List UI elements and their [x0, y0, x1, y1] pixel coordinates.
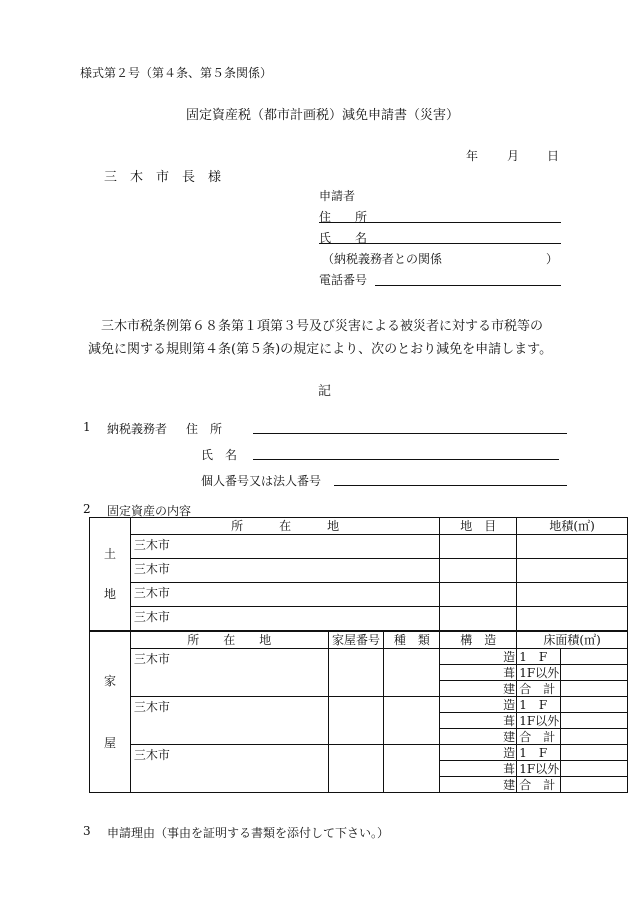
land-area-cell[interactable]	[517, 583, 628, 607]
section1-number: 1	[83, 420, 91, 434]
section1-address-label: 住 所	[186, 422, 223, 436]
section2-label: 固定資産の内容	[107, 504, 192, 518]
date-month: 月	[507, 149, 520, 163]
applicant-relation-label: （納税義務者との関係	[322, 252, 443, 266]
applicant-phone-line[interactable]	[375, 285, 561, 286]
floor-label: 1 F	[517, 745, 561, 761]
section3-number: 3	[83, 824, 91, 838]
structure-suffix[interactable]: 造	[440, 745, 517, 761]
floor-area-cell[interactable]	[561, 681, 628, 697]
floor-label: 1F以外	[517, 761, 561, 777]
applicant-address-label: 住 所	[319, 210, 368, 224]
floor-area-cell[interactable]	[561, 761, 628, 777]
house-header-location: 所 在 地	[130, 632, 328, 649]
body-text-line-1: 三木市税条例第６８条第１項第３号及び災害による被災者に対する市税等の	[101, 319, 544, 334]
land-side-top: 土	[103, 547, 116, 561]
section1-id-label: 個人番号又は法人番号	[201, 474, 322, 488]
floor-label: 1 F	[517, 649, 561, 665]
structure-suffix[interactable]: 建	[440, 729, 517, 745]
applicant-phone-label: 電話番号	[319, 273, 368, 287]
land-header-area: 地積(㎡)	[517, 518, 628, 535]
house-number-cell[interactable]	[328, 697, 384, 745]
structure-suffix[interactable]: 造	[440, 697, 517, 713]
house-side-bottom: 屋	[103, 736, 116, 750]
house-location-cell[interactable]: 三木市	[130, 649, 328, 697]
land-location-cell[interactable]: 三木市	[130, 535, 439, 559]
land-area-cell[interactable]	[517, 535, 628, 559]
table-row	[90, 697, 628, 713]
table-row	[90, 649, 628, 665]
applicant-name-label: 氏 名	[319, 231, 368, 245]
section3-label: 申請理由（事由を証明する書類を添付して下さい。）	[107, 826, 390, 840]
table-row	[90, 745, 628, 761]
date-day: 日	[547, 149, 560, 163]
addressee: 三 木 市 長 様	[104, 170, 222, 185]
form-number: 様式第２号（第４条、第５条関係）	[80, 66, 273, 80]
land-category-cell[interactable]	[440, 559, 517, 583]
land-location-cell[interactable]: 三木市	[130, 559, 439, 583]
structure-suffix[interactable]: 葺	[440, 665, 517, 681]
ki-heading: 記	[318, 384, 332, 399]
house-kind-cell[interactable]	[384, 697, 440, 745]
house-header-structure: 構 造	[440, 632, 517, 649]
land-location-cell[interactable]: 三木市	[130, 583, 439, 607]
table-row	[90, 583, 628, 607]
floor-area-cell[interactable]	[561, 729, 628, 745]
house-kind-cell[interactable]	[384, 745, 440, 793]
land-category-cell[interactable]	[440, 535, 517, 559]
section1-id-line[interactable]	[334, 485, 567, 486]
floor-area-cell[interactable]	[561, 649, 628, 665]
floor-area-cell[interactable]	[561, 665, 628, 681]
floor-label: 1 F	[517, 697, 561, 713]
floor-area-cell[interactable]	[561, 777, 628, 793]
land-area-cell[interactable]	[517, 559, 628, 583]
house-side-top: 家	[103, 674, 116, 688]
body-text-line-2: 減免に関する規則第４条(第５条)の規定により、次のとおり減免を申請します。	[88, 342, 553, 357]
applicant-relation-close: ）	[546, 252, 559, 266]
house-location-cell[interactable]: 三木市	[130, 697, 328, 745]
structure-suffix[interactable]: 造	[440, 649, 517, 665]
section1-name-label: 氏 名	[201, 448, 238, 462]
section1-name-line[interactable]	[253, 459, 559, 460]
section1-address-line[interactable]	[253, 433, 567, 434]
date-year: 年	[466, 149, 479, 163]
house-number-cell[interactable]	[328, 649, 384, 697]
land-header-location: 所 在 地	[130, 518, 439, 535]
floor-label: 1F以外	[517, 713, 561, 729]
house-header-kind: 種 類	[384, 632, 440, 649]
land-side-bottom: 地	[103, 587, 116, 601]
section1-label: 納税義務者	[107, 422, 168, 436]
land-category-cell[interactable]	[440, 583, 517, 607]
floor-area-cell[interactable]	[561, 697, 628, 713]
land-side-label	[90, 518, 131, 631]
floor-label: 合 計	[517, 681, 561, 697]
land-category-cell[interactable]	[440, 607, 517, 631]
land-location-cell[interactable]: 三木市	[130, 607, 439, 631]
land-table	[89, 517, 628, 631]
house-table	[89, 631, 628, 793]
floor-label: 合 計	[517, 777, 561, 793]
structure-suffix[interactable]: 葺	[440, 713, 517, 729]
house-header-floor-area: 床面積(㎡)	[517, 632, 628, 649]
page-title: 固定資産税（都市計画税）減免申請書（災害）	[186, 108, 460, 123]
land-header-category: 地 目	[440, 518, 517, 535]
floor-label: 合 計	[517, 729, 561, 745]
structure-suffix[interactable]: 建	[440, 681, 517, 697]
table-row	[90, 535, 628, 559]
structure-suffix[interactable]: 建	[440, 777, 517, 793]
land-area-cell[interactable]	[517, 607, 628, 631]
table-row	[90, 607, 628, 631]
floor-label: 1F以外	[517, 665, 561, 681]
house-location-cell[interactable]: 三木市	[130, 745, 328, 793]
table-row	[90, 559, 628, 583]
house-number-cell[interactable]	[328, 745, 384, 793]
applicant-heading: 申請者	[319, 189, 356, 203]
applicant-address-line[interactable]	[319, 222, 561, 223]
floor-area-cell[interactable]	[561, 713, 628, 729]
house-header-number: 家屋番号	[328, 632, 384, 649]
applicant-name-line[interactable]	[319, 243, 561, 244]
floor-area-cell[interactable]	[561, 745, 628, 761]
structure-suffix[interactable]: 葺	[440, 761, 517, 777]
house-side-label	[90, 632, 131, 793]
house-kind-cell[interactable]	[384, 649, 440, 697]
section2-number: 2	[83, 502, 91, 516]
